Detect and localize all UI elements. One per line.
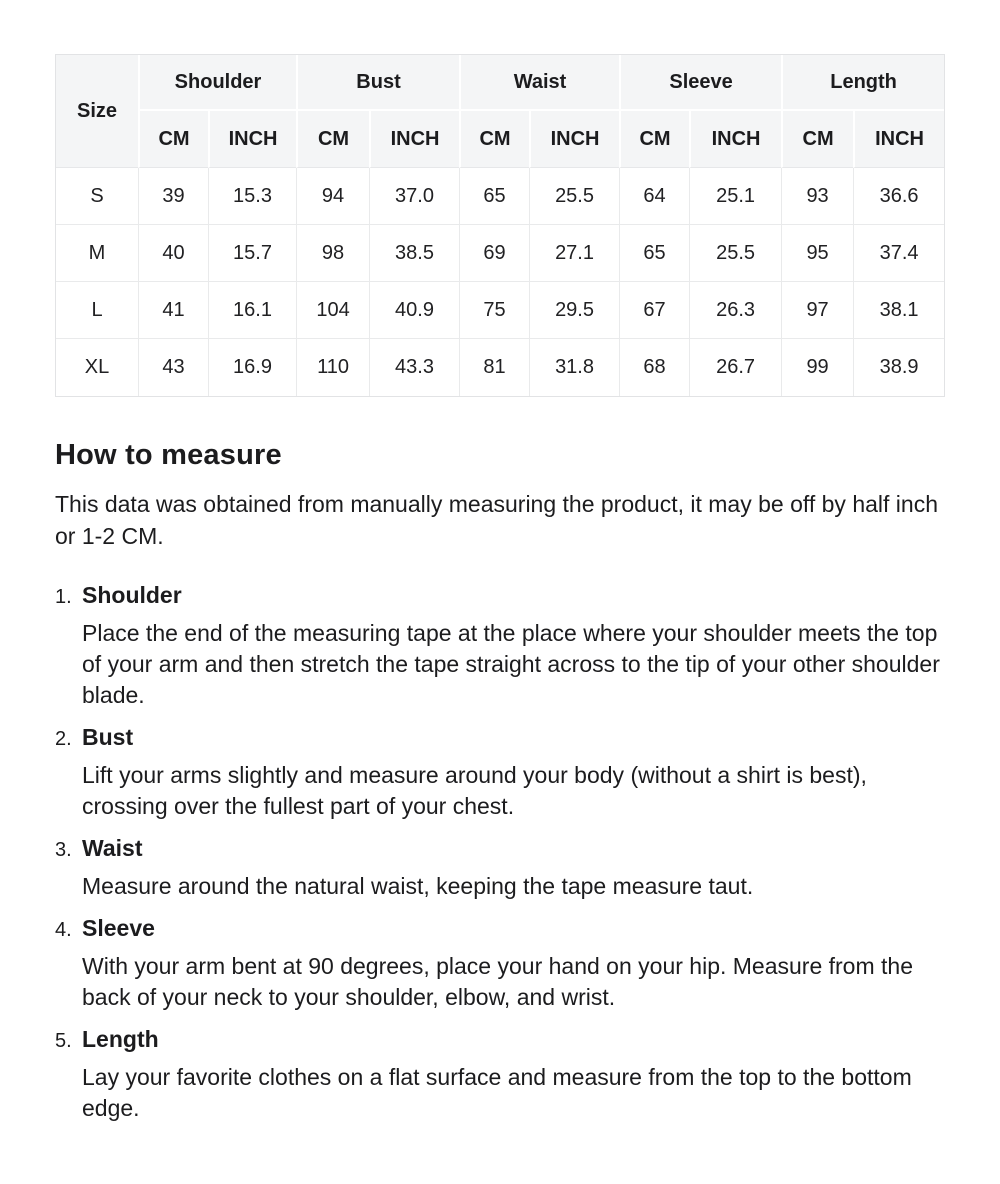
- how-to-measure-intro: This data was obtained from manually measuring the product, it may be off by half inch or 1-2 CM.: [55, 491, 938, 549]
- step-number: 2.: [55, 728, 72, 750]
- step-term: Waist: [82, 835, 143, 861]
- measurement-cell: 99: [781, 339, 853, 396]
- measurement-cell: 40.9: [369, 282, 459, 339]
- col-header-sleeve: Sleeve: [619, 55, 781, 111]
- step-term: Length: [82, 1026, 159, 1052]
- measurement-cell: 36.6: [853, 168, 944, 225]
- measure-step-waist: [55, 835, 943, 902]
- measurement-cell: 43.3: [369, 339, 459, 396]
- measurement-cell: 41: [138, 282, 208, 339]
- unit-header-length-inch: INCH: [853, 111, 944, 168]
- measure-step-bust: [55, 724, 943, 822]
- measurement-cell: 65: [619, 225, 689, 282]
- size-chart-table: [55, 54, 945, 397]
- measurement-cell: 64: [619, 168, 689, 225]
- measurement-cell: 25.1: [689, 168, 781, 225]
- unit-header-bust-inch: INCH: [369, 111, 459, 168]
- measurement-cell: 31.8: [529, 339, 619, 396]
- col-header-waist: Waist: [459, 55, 619, 111]
- measurement-cell: 27.1: [529, 225, 619, 282]
- measurement-cell: 16.9: [208, 339, 296, 396]
- measurement-cell: 97: [781, 282, 853, 339]
- measurement-cell: 94: [296, 168, 369, 225]
- size-row-xl: [56, 339, 944, 396]
- step-term: Shoulder: [82, 582, 182, 608]
- step-description: Lift your arms slightly and measure around your body (without a shirt is best), crossing over the fullest part of your chest.: [82, 762, 867, 819]
- measurement-cell: 110: [296, 339, 369, 396]
- measurement-cell: 25.5: [529, 168, 619, 225]
- measurement-cell: 95: [781, 225, 853, 282]
- step-heading: [55, 1026, 943, 1053]
- step-heading: [55, 724, 943, 751]
- size-row-s: [56, 168, 944, 225]
- measure-step-length: [55, 1026, 943, 1124]
- measurement-cell: 26.7: [689, 339, 781, 396]
- col-header-shoulder: Shoulder: [138, 55, 296, 111]
- step-heading: [55, 835, 943, 862]
- table-unit-header-row: [56, 111, 944, 168]
- step-description: Lay your favorite clothes on a flat surface and measure from the top to the bottom edge.: [82, 1064, 912, 1121]
- step-heading: [55, 915, 943, 942]
- measurement-cell: 25.5: [689, 225, 781, 282]
- measurement-cell: 98: [296, 225, 369, 282]
- measurement-cell: 29.5: [529, 282, 619, 339]
- step-number: 3.: [55, 839, 72, 861]
- step-description: Measure around the natural waist, keeping the tape measure taut.: [82, 873, 754, 899]
- size-row-l: [56, 282, 944, 339]
- measurement-cell: 93: [781, 168, 853, 225]
- unit-header-length-cm: CM: [781, 111, 853, 168]
- size-cell: XL: [56, 339, 138, 396]
- measurement-cell: 26.3: [689, 282, 781, 339]
- step-number: 5.: [55, 1030, 72, 1052]
- measure-step-sleeve: [55, 915, 943, 1013]
- measurement-cell: 75: [459, 282, 529, 339]
- unit-header-sleeve-cm: CM: [619, 111, 689, 168]
- measure-steps-list: [55, 582, 943, 1124]
- measurement-cell: 69: [459, 225, 529, 282]
- measurement-cell: 43: [138, 339, 208, 396]
- size-row-m: [56, 225, 944, 282]
- unit-header-waist-cm: CM: [459, 111, 529, 168]
- col-header-bust: Bust: [296, 55, 459, 111]
- table-group-header-row: [56, 55, 944, 111]
- step-term: Bust: [82, 724, 134, 750]
- size-cell: L: [56, 282, 138, 339]
- col-header-size: Size: [56, 55, 138, 168]
- measurement-cell: 67: [619, 282, 689, 339]
- step-heading: [55, 582, 943, 609]
- size-cell: M: [56, 225, 138, 282]
- measurement-cell: 38.1: [853, 282, 944, 339]
- step-number: 4.: [55, 919, 72, 941]
- measurement-cell: 38.5: [369, 225, 459, 282]
- measurement-cell: 37.0: [369, 168, 459, 225]
- step-description: With your arm bent at 90 degrees, place your hand on your hip. Measure from the back of your neck to your shoulder, elbow, and wrist.: [82, 953, 913, 1010]
- measurement-cell: 68: [619, 339, 689, 396]
- step-term: Sleeve: [82, 915, 155, 941]
- measurement-cell: 104: [296, 282, 369, 339]
- unit-header-waist-inch: INCH: [529, 111, 619, 168]
- measurement-cell: 40: [138, 225, 208, 282]
- unit-header-shoulder-cm: CM: [138, 111, 208, 168]
- measurement-cell: 65: [459, 168, 529, 225]
- step-description: Place the end of the measuring tape at the place where your shoulder meets the top of your arm and then stretch the tape straight across to the tip of your other shoulder blade.: [82, 620, 940, 708]
- measurement-cell: 16.1: [208, 282, 296, 339]
- measurement-cell: 15.7: [208, 225, 296, 282]
- measurement-cell: 38.9: [853, 339, 944, 396]
- step-number: 1.: [55, 586, 72, 608]
- unit-header-shoulder-inch: INCH: [208, 111, 296, 168]
- measurement-cell: 37.4: [853, 225, 944, 282]
- size-cell: S: [56, 168, 138, 225]
- measure-step-shoulder: [55, 582, 943, 711]
- measurement-cell: 15.3: [208, 168, 296, 225]
- col-header-length: Length: [781, 55, 944, 111]
- unit-header-sleeve-inch: INCH: [689, 111, 781, 168]
- measurement-cell: 39: [138, 168, 208, 225]
- unit-header-bust-cm: CM: [296, 111, 369, 168]
- measurement-cell: 81: [459, 339, 529, 396]
- how-to-measure-title: How to measure: [55, 439, 282, 471]
